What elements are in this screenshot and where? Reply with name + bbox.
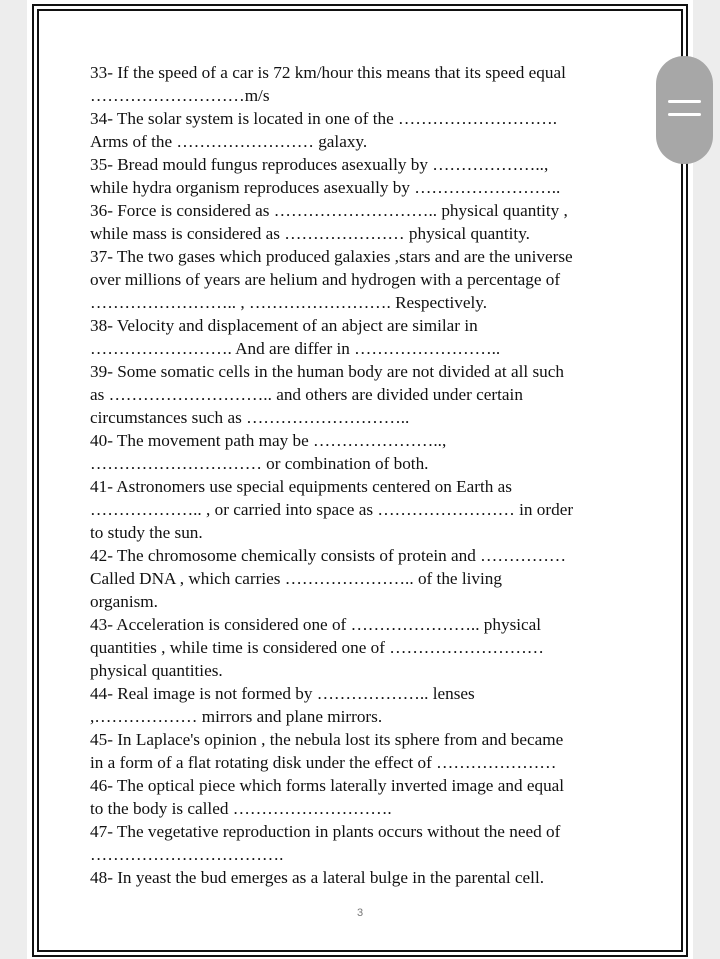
question-41: 41- Astronomers use special equipments centered on Earth as ……………….. , or carried into space as …………………… in order to study the sun. — [90, 477, 574, 542]
question-42: 42- The chromosome chemically consists of protein and …………… Called DNA , which carries ………………….. of the living organism. — [90, 546, 567, 611]
question-47: 47- The vegetative reproduction in plants occurs without the need of ……………………………. — [90, 822, 561, 864]
question-36: 36- Force is considered as ……………………….. physical quantity , while mass is considered as ………………… physical quantity. — [90, 201, 568, 243]
question-45: 45- In Laplace's opinion , the nebula lost its sphere from and became in a form of a flat rotating disk under the effect of ………………… — [90, 730, 564, 772]
question-48: 48- In yeast the bud emerges as a lateral bulge in the parental cell. — [90, 868, 545, 887]
scroll-handle[interactable] — [656, 56, 713, 164]
question-39: 39- Some somatic cells in the human body are not divided at all such as ……………………….. and others are divided under certain circumstances such as ……………………….. — [90, 362, 564, 427]
question-38: 38- Velocity and displacement of an abject are similar in ……………………. And are differ in …………………….. — [90, 316, 501, 358]
grip-line-icon — [668, 113, 701, 116]
question-43: 43- Acceleration is considered one of ………………….. physical quantities , while time is considered one of ……………………… physical quantities. — [90, 615, 544, 680]
question-44: 44- Real image is not formed by ……………….. lenses ,……………… mirrors and plane mirrors. — [90, 684, 475, 726]
question-37: 37- The two gases which produced galaxies ,stars and are the universe over millions of years are helium and hydrogen with a percentage of …………………….. , ……………………. Respectively. — [90, 247, 573, 312]
question-34: 34- The solar system is located in one of the ………………………. Arms of the …………………… galaxy. — [90, 109, 558, 151]
question-40: 40- The movement path may be ………………….., ………………………… or combination of both. — [90, 431, 447, 473]
page-number: 3 — [356, 907, 364, 919]
question-35: 35- Bread mould fungus reproduces asexually by ……………….., while hydra organism reproduces asexually by …………………….. — [90, 155, 561, 197]
questions-list — [90, 61, 635, 889]
question-46: 46- The optical piece which forms laterally inverted image and equal to the body is called ………………………. — [90, 776, 565, 818]
grip-line-icon — [668, 100, 701, 103]
question-33: 33- If the speed of a car is 72 km/hour this means that its speed equal ………………………m/s — [90, 63, 566, 105]
